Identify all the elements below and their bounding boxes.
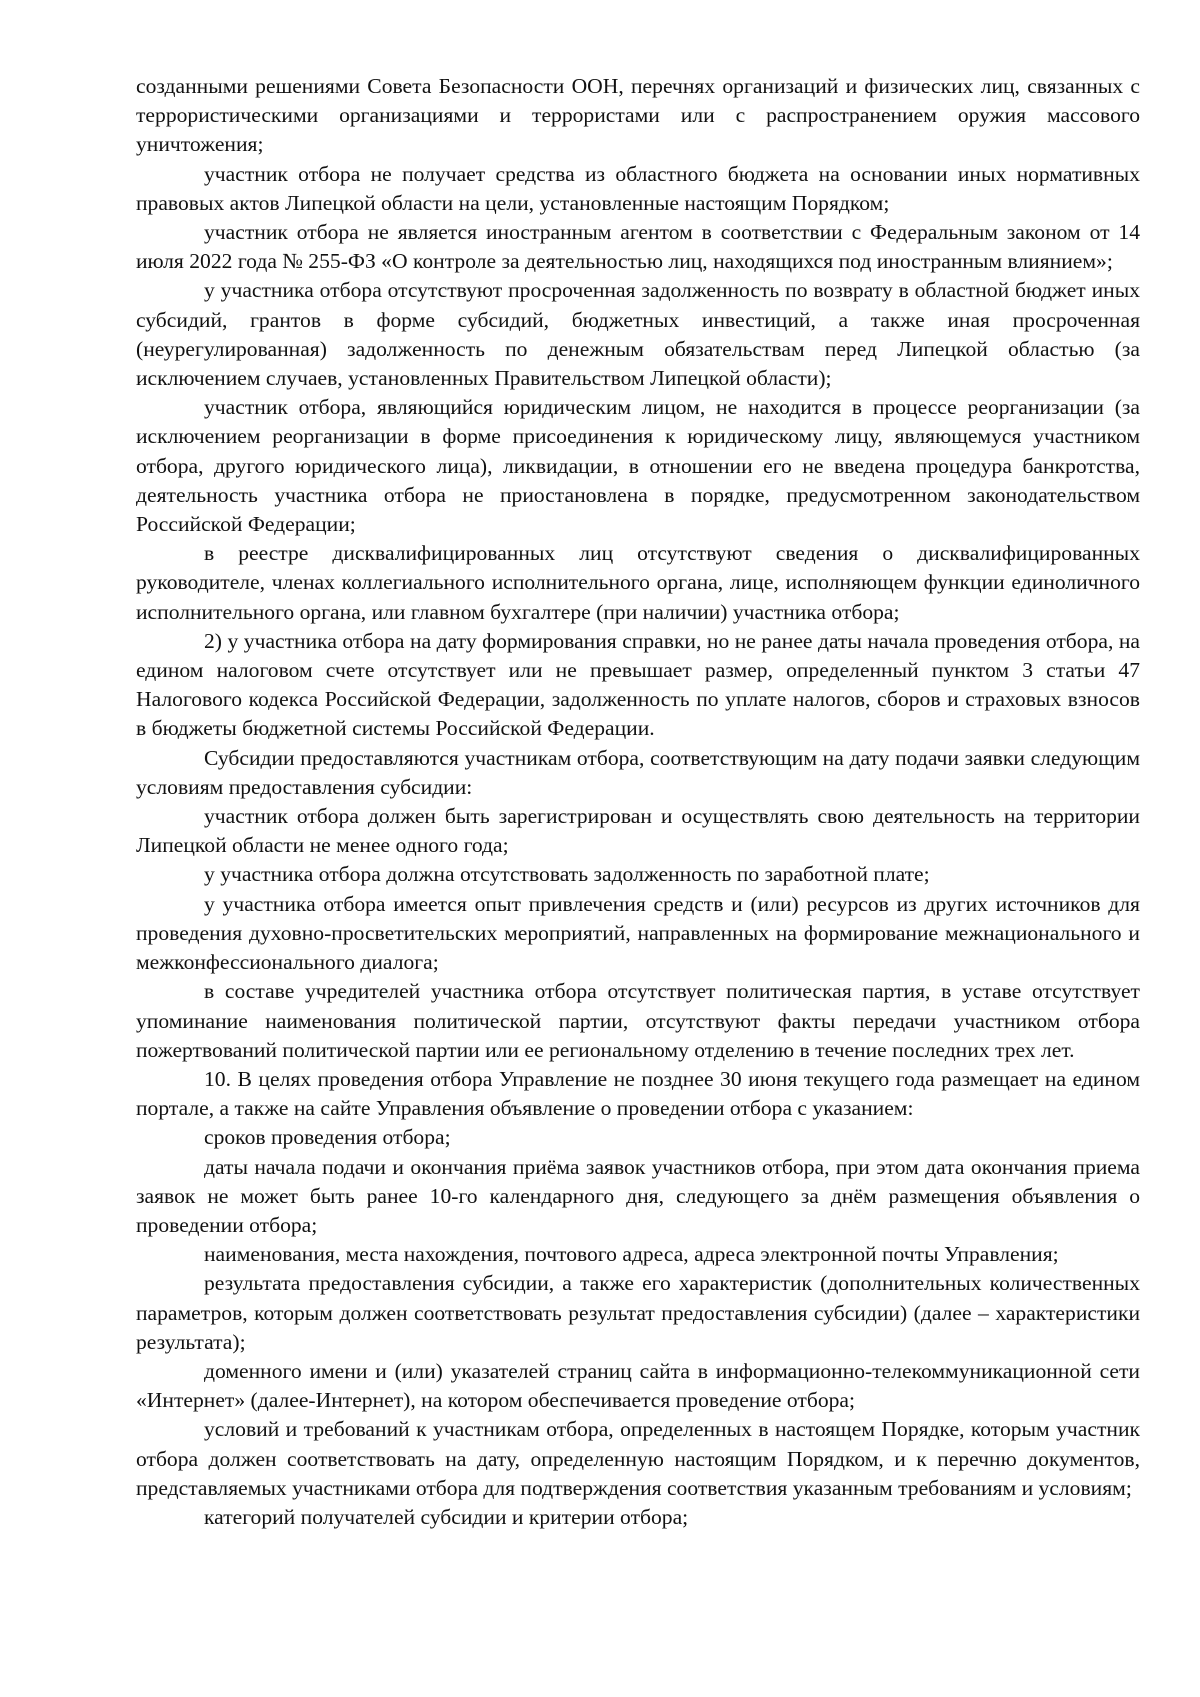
paragraph: Субсидии предоставляются участникам отбора, соответствующим на дату подачи заявки следующим условиям предоставления субсидии: — [136, 745, 1140, 799]
paragraph: результата предоставления субсидии, а также его характеристик (дополнительных количественных параметров, которым должен соответствовать результат предоставления субсидии) (далее – характеристики результата); — [136, 1271, 1140, 1354]
paragraph: участник отбора не является иностранным агентом в соответствии с Федеральным законом от 14 июля 2022 года № 255-ФЗ «О контроле за деятельностью лиц, находящихся под иностранным влиянием»; — [136, 220, 1140, 274]
paragraph: у участника отбора имеется опыт привлечения средств и (или) ресурсов из других источников для проведения духовно-просветительских мероприятий, направленных на формирование межнационального и межконфессионального диалога; — [136, 891, 1140, 975]
paragraph: у участника отбора должна отсутствовать задолженность по заработной плате; — [204, 862, 930, 887]
paragraph: созданными решениями Совета Безопасности ООН, перечнях организаций и физических лиц, связанных с террористическими организациями и террористами или с распространением оружия массового уничтожения; — [136, 74, 1140, 157]
paragraph: участник отбора не получает средства из областного бюджета на основании иных нормативных правовых актов Липецкой области на цели, установленные настоящим Порядком; — [136, 161, 1140, 215]
paragraph: даты начала подачи и окончания приёма заявок участников отбора, при этом дата окончания приема заявок не может быть ранее 10-го календарного дня, следующего за днём размещения объявления о проведении отбора; — [136, 1154, 1140, 1237]
paragraph: у участника отбора отсутствуют просроченная задолженность по возврату в областной бюджет иных субсидий, грантов в форме субсидий, бюджетных инвестиций, а также иная просроченная (неурегулированная) задолженность по денежным обязательствам перед Липецкой областью (за исключением случаев, установленных Правительством Липецкой области); — [136, 278, 1140, 391]
paragraph: участник отбора, являющийся юридическим лицом, не находится в процессе реорганизации (за исключением реорганизации в форме присоединения к юридическому лицу, являющемуся участником отбора, другого юридического лица), ликвидации, в отношении его не введена процедура банкротства, деятельность участника отбора не приостановлена в порядке, предусмотренном законодательством Российской Федерации; — [136, 395, 1140, 537]
paragraph: в составе учредителей участника отбора отсутствует политическая партия, в уставе отсутствует упоминание наименования политической партии, отсутствуют факты передачи участником отбора пожертвований политической партии или ее региональному отделению в течение последних трех лет. — [136, 979, 1140, 1062]
paragraph: категорий получателей субсидии и критерии отбора; — [204, 1504, 689, 1529]
paragraph: 10. В целях проведения отбора Управление не позднее 30 июня текущего года размещает на едином портале, а также на сайте Управления объявление о проведении отбора с указанием: — [136, 1066, 1140, 1121]
paragraph: наименования, места нахождения, почтового адреса, адреса электронной почты Управления; — [204, 1242, 1059, 1267]
paragraph: доменного имени и (или) указателей страниц сайта в информационно-телекоммуникационной сети «Интернет» (далее-Интернет), на котором обеспечивается проведение отбора; — [136, 1358, 1140, 1413]
paragraph: 2) у участника отбора на дату формирования справки, но не ранее даты начала проведения отбора, на едином налоговом счете отсутствует или не превышает размер, определенный пунктом 3 статьи 47 Налогового кодекса Российской Федерации, задолженность по уплате налогов, сборов и страховых взносов в бюджеты бюджетной системы Российской Федерации. — [136, 628, 1140, 741]
paragraph: сроков проведения отбора; — [204, 1125, 451, 1150]
paragraph: условий и требований к участникам отбора, определенных в настоящем Порядке, которым участник отбора должен соответствовать на дату, определенную настоящим Порядком, и к перечню документов, представляемых участниками отбора для подтверждения соответствия указанным требованиям и условиям; — [136, 1417, 1140, 1500]
document-body — [136, 72, 1140, 1532]
paragraph: участник отбора должен быть зарегистрирован и осуществлять свою деятельность на территории Липецкой области не менее одного года; — [136, 804, 1140, 858]
paragraph: в реестре дисквалифицированных лиц отсутствуют сведения о дисквалифицированных руководителе, членах коллегиального исполнительного органа, лице, исполняющем функции единоличного исполнительного органа, или главном бухгалтере (при наличии) участника отбора; — [136, 541, 1140, 624]
